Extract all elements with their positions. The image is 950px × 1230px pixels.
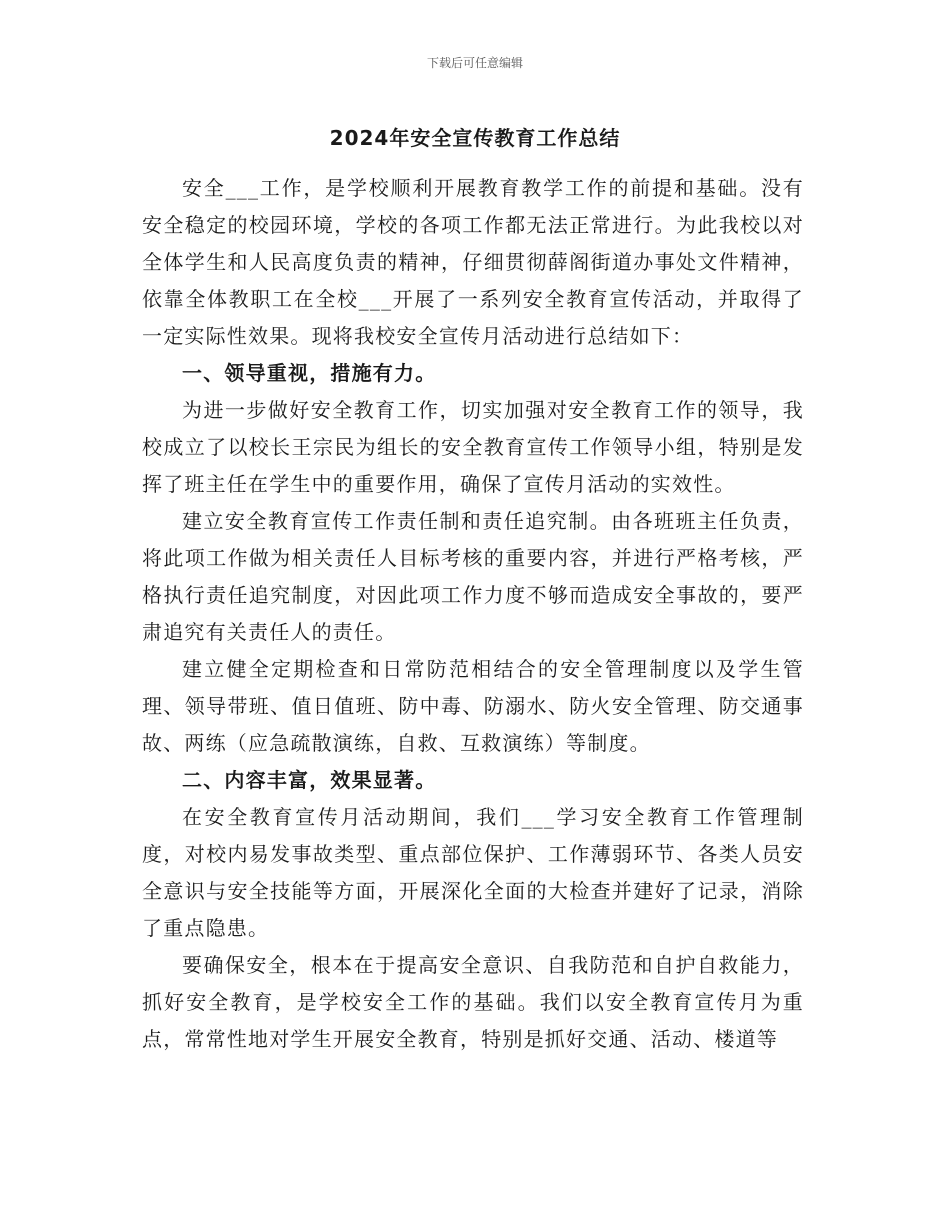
paragraph-intro: 安全___工作，是学校顺利开展教育教学工作的前提和基础。没有安全稳定的校园环境，学校的各项工作都无法正常进行。为此我校以对全体学生和人民高度负责的精神，仔细贯彻薛阁街道办事处文件精神，依靠全体教职工在全校___开展了一系列安全教育宣传活动，并取得了一定实际性效果。现将我校安全宣传月活动进行总结如下： — [142, 176, 804, 348]
paragraph-inspection: 在安全教育宣传月活动期间，我们___学习安全教育工作管理制度，对校内易发事故类型、重点部位保护、工作薄弱环节、各类人员安全意识与安全技能等方面，开展深化全面的大检查并建好了记录，消除了重点隐患。 — [142, 805, 804, 940]
header-note: 下载后可任意编辑 — [426, 56, 523, 70]
document-body — [142, 170, 804, 1058]
paragraph-safety-education: 要确保安全，根本在于提高安全意识、自我防范和自护自救能力，抓好安全教育，是学校安全工作的基础。我们以安全教育宣传月为重点，常常性地对学生开展安全教育，特别是抓好交通、活动、楼道等 — [142, 953, 804, 1051]
document-title: 2024年安全宣传教育工作总结 — [329, 126, 621, 150]
paragraph-management-system: 建立健全定期检查和日常防范相结合的安全管理制度以及学生管理、领导带班、值日值班、防中毒、防溺水、防火安全管理、防交通事故、两练（应急疏散演练，自救、互救演练）等制度。 — [142, 657, 804, 755]
section-heading-1: 一、领导重视，措施有力。 — [182, 361, 437, 385]
paragraph-responsibility: 建立安全教育宣传工作责任制和责任追究制。由各班班主任负责，将此项工作做为相关责任人目标考核的重要内容，并进行严格考核，严格执行责任追究制度，对因此项工作力度不够而造成安全事故的，要严肃追究有关责任人的责任。 — [142, 509, 804, 644]
section-heading-2: 二、内容丰富，效果显著。 — [182, 768, 437, 792]
paragraph-leadership: 为进一步做好安全教育工作，切实加强对安全教育工作的领导，我校成立了以校长王宗民为组长的安全教育宣传工作领导小组，特别是发挥了班主任在学生中的重要作用，确保了宣传月活动的实效性。 — [142, 398, 804, 496]
